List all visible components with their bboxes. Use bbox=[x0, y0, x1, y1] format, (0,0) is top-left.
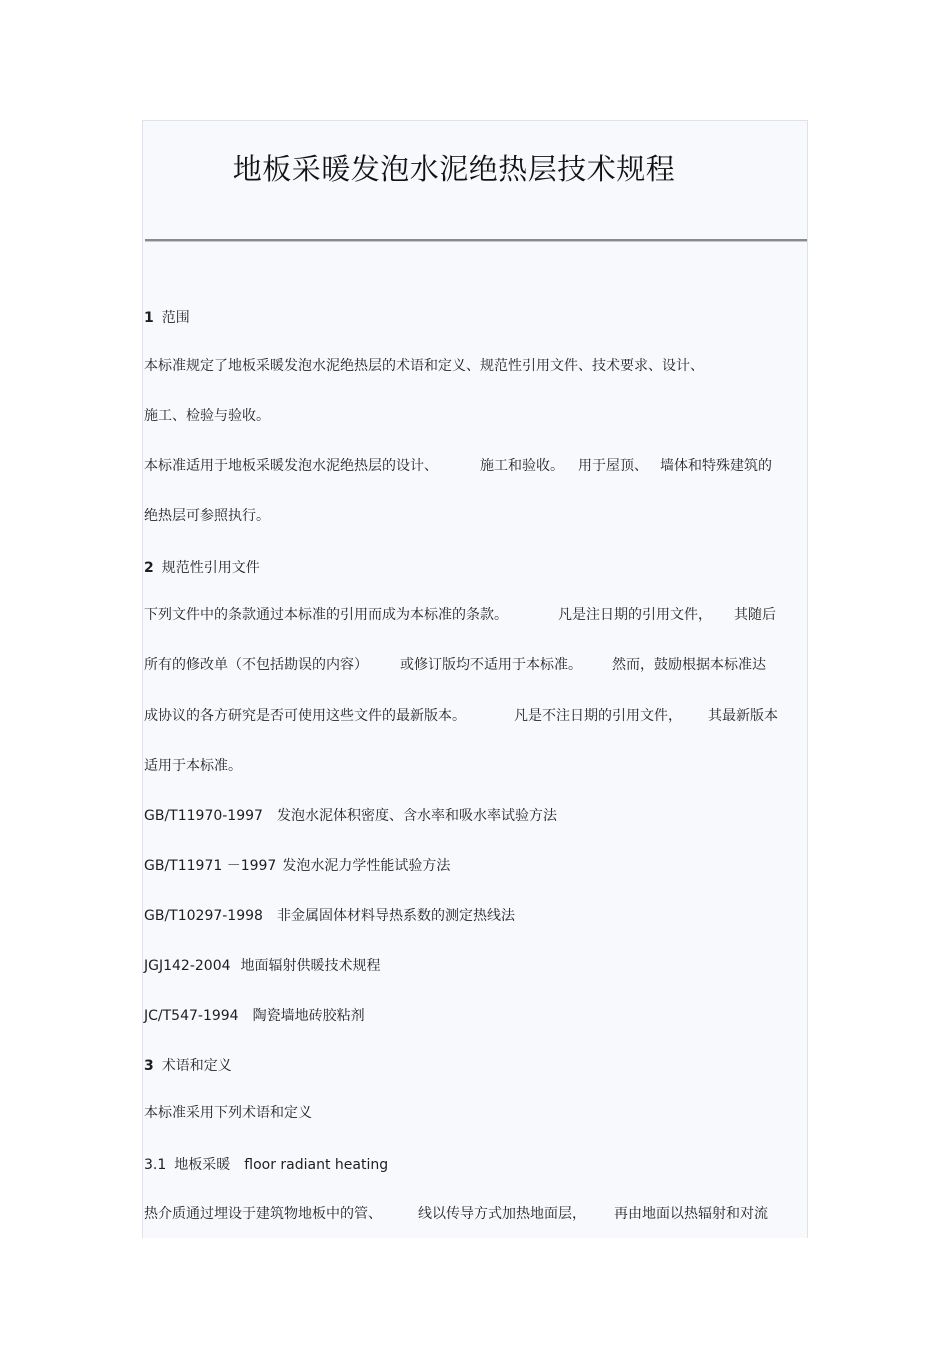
text-run: 绝热层可参照执行。 bbox=[144, 508, 270, 524]
reference-code: JGJ142-2004 bbox=[144, 958, 231, 974]
paragraph-line bbox=[144, 606, 776, 624]
text-run: 适用于本标准。 bbox=[144, 758, 242, 774]
reference-title: 陶瓷墙地砖胶粘剂 bbox=[252, 1008, 365, 1024]
section-2-heading bbox=[144, 559, 260, 577]
section-title: 规范性引用文件 bbox=[161, 560, 260, 576]
text-run: 施工和验收。 bbox=[480, 458, 564, 474]
section-number: 1 bbox=[144, 310, 154, 326]
text-run: 墙体和特殊建筑的 bbox=[660, 458, 772, 474]
text-run: 下列文件中的条款通过本标准的引用而成为本标准的条款。 bbox=[144, 607, 508, 623]
document-title: 地板采暖发泡水泥绝热层技术规程 bbox=[232, 152, 676, 186]
text-run: 用于屋顶、 bbox=[578, 458, 648, 474]
reference-item bbox=[144, 907, 515, 925]
section-number: 2 bbox=[144, 560, 154, 576]
paragraph-line bbox=[144, 457, 772, 475]
title-divider bbox=[145, 239, 807, 242]
section-title: 术语和定义 bbox=[161, 1058, 232, 1074]
reference-title: 地面辐射供暖技术规程 bbox=[240, 958, 381, 974]
reference-item bbox=[144, 957, 381, 975]
text-run: 其最新版本 bbox=[708, 708, 778, 724]
paragraph-line bbox=[144, 707, 778, 725]
text-run: 热介质通过埋设于建筑物地板中的管、 bbox=[144, 1206, 382, 1222]
reference-code: GB/T11970-1997 bbox=[144, 808, 263, 824]
reference-code: GB/T11971 －1997 bbox=[144, 858, 277, 874]
term-english: floor radiant heating bbox=[244, 1157, 389, 1173]
paragraph-line bbox=[144, 407, 270, 425]
text-run: 凡是不注日期的引用文件， bbox=[514, 708, 682, 724]
text-run: 线以传导方式加热地面层， bbox=[418, 1206, 586, 1222]
paragraph-line bbox=[144, 757, 242, 775]
text-run: 其随后 bbox=[734, 607, 776, 623]
term-heading bbox=[144, 1156, 388, 1174]
reference-item bbox=[144, 1007, 365, 1025]
section-3-heading bbox=[144, 1057, 232, 1075]
reference-title: 发泡水泥力学性能试验方法 bbox=[282, 858, 451, 874]
text-run: 或修订版均不适用于本标准。 bbox=[400, 657, 582, 673]
text-run: 凡是注日期的引用文件， bbox=[558, 607, 712, 623]
document-page bbox=[142, 120, 808, 1238]
term-number: 3.1 bbox=[144, 1157, 167, 1173]
text-run: 本标准采用下列术语和定义 bbox=[144, 1105, 312, 1121]
text-run: 本标准适用于地板采暖发泡水泥绝热层的设计、 bbox=[144, 458, 438, 474]
paragraph-line bbox=[144, 1205, 768, 1223]
reference-item bbox=[144, 857, 450, 875]
text-run: 所有的修改单（不包括勘误的内容） bbox=[144, 657, 368, 673]
term-chinese: 地板采暖 bbox=[174, 1157, 231, 1173]
reference-title: 发泡水泥体积密度、含水率和吸水率试验方法 bbox=[276, 808, 557, 824]
text-run: 成协议的各方研究是否可使用这些文件的最新版本。 bbox=[144, 708, 466, 724]
reference-code: GB/T10297-1998 bbox=[144, 908, 263, 924]
reference-title: 非金属固体材料导热系数的测定热线法 bbox=[276, 908, 515, 924]
section-1-heading bbox=[144, 309, 190, 327]
text-run: 再由地面以热辐射和对流 bbox=[614, 1206, 768, 1222]
paragraph-line bbox=[144, 357, 704, 375]
section-number: 3 bbox=[144, 1058, 154, 1074]
section-title: 范围 bbox=[161, 310, 190, 326]
paragraph-line bbox=[144, 1104, 312, 1122]
text-run: 本标准规定了地板采暖发泡水泥绝热层的术语和定义、规范性引用文件、技术要求、设计、 bbox=[144, 358, 704, 374]
reference-code: JC/T547-1994 bbox=[144, 1008, 239, 1024]
reference-item bbox=[144, 807, 557, 825]
paragraph-line bbox=[144, 507, 270, 525]
text-run: 施工、检验与验收。 bbox=[144, 408, 270, 424]
paragraph-line bbox=[144, 656, 766, 674]
text-run: 然而，鼓励根据本标准达 bbox=[612, 657, 766, 673]
